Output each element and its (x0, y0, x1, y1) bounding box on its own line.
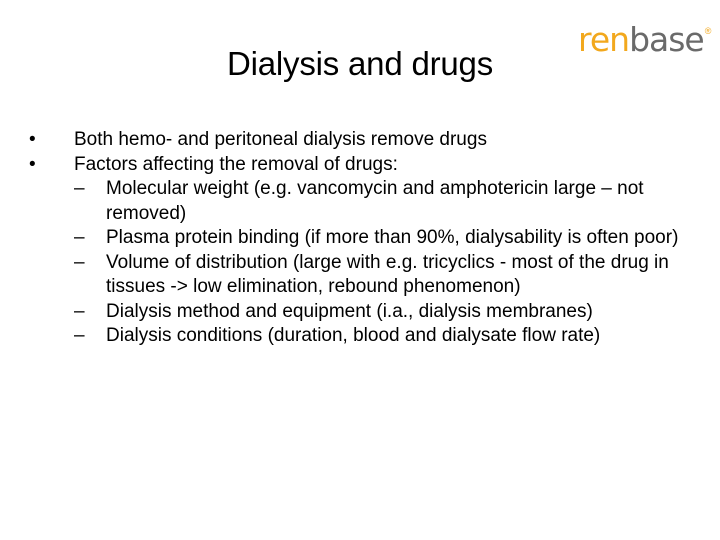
sub-bullet-text: Dialysis conditions (duration, blood and dialysate flow rate) (106, 325, 601, 346)
logo-ren-text: ren (578, 20, 630, 59)
sub-bullet-item (24, 324, 694, 349)
sub-bullet-text: Volume of distribution (large with e.g. tricyclics - most of the drug in tissues -> low elimination, rebound phenomenon) (106, 251, 669, 297)
sub-bullet-item (24, 300, 694, 325)
bullet-text: Factors affecting the removal of drugs: (74, 153, 398, 175)
sub-bullet-item (24, 177, 694, 226)
sub-bullet-marker: – (74, 227, 85, 248)
sub-bullet-item (24, 251, 694, 300)
sub-bullet-item (24, 226, 694, 251)
registered-mark-icon: ® (704, 26, 712, 36)
bullet-marker: • (29, 153, 36, 175)
sub-bullet-marker: – (74, 300, 85, 322)
logo-base-text: base (629, 20, 704, 59)
bullet-item (24, 153, 694, 178)
logo-wordmark (578, 22, 704, 58)
bullet-item (24, 128, 694, 153)
slide-body (24, 128, 694, 349)
sub-bullet-marker: – (74, 325, 85, 346)
renbase-logo (578, 22, 711, 58)
sub-bullet-text: Dialysis method and equipment (i.a., dialysis membranes) (106, 300, 593, 322)
sub-bullet-marker: – (74, 251, 85, 273)
sub-bullet-text: Molecular weight (e.g. vancomycin and amphotericin large – not removed) (106, 178, 644, 224)
bullet-text: Both hemo- and peritoneal dialysis remove drugs (74, 129, 487, 150)
bullet-marker: • (29, 129, 36, 150)
slide-title: Dialysis and drugs (226, 45, 494, 82)
sub-bullet-marker: – (74, 178, 85, 199)
sub-bullet-text: Plasma protein binding (if more than 90%, dialysability is often poor) (106, 227, 679, 248)
